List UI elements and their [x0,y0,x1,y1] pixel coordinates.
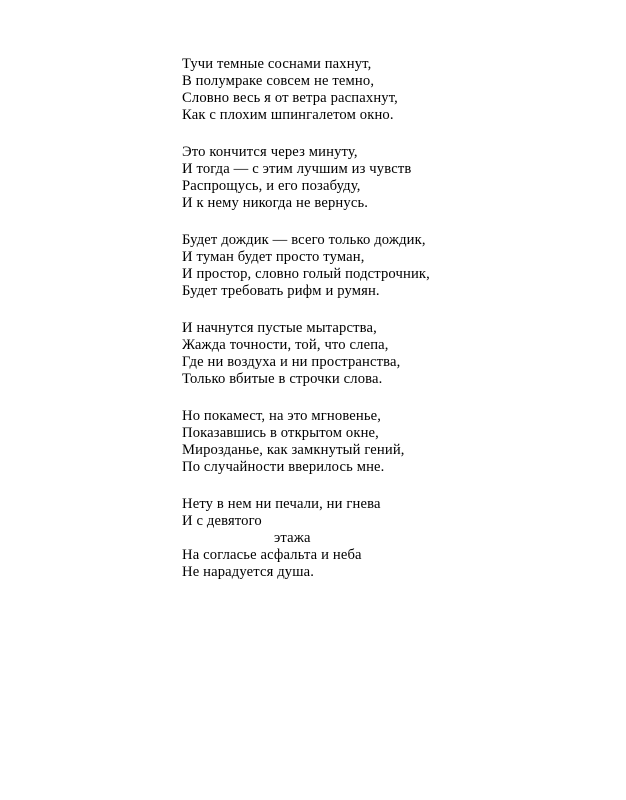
poem-line: И туман будет просто туман, [182,249,365,265]
stanza-6 [182,496,482,581]
poem-line-continuation: этажа [274,530,311,546]
poem-line: На согласье асфальта и неба [182,547,362,563]
poem [182,56,482,601]
stanza-4 [182,320,482,388]
stanza-5 [182,408,482,476]
poem-line: И тогда — с этим лучшим из чувств [182,161,412,177]
poem-line: Это кончится через минуту, [182,144,358,160]
poem-line: И к нему никогда не вернусь. [182,195,369,211]
poem-line: Как с плохим шпингалетом окно. [182,107,394,123]
poem-line: Жажда точности, той, что слепа, [182,337,389,353]
poem-line: И начнутся пустые мытарства, [182,320,377,336]
poem-line: Где ни воздуха и ни пространства, [182,354,401,370]
poem-line: Показавшись в открытом окне, [182,425,379,441]
poem-line: И простор, словно голый подстрочник, [182,266,430,282]
poem-line: Словно весь я от ветра распахнут, [182,90,398,106]
stanza-3 [182,232,482,300]
poem-line: Но покамест, на это мгновенье, [182,408,382,424]
poem-line: По случайности вверилось мне. [182,459,385,475]
poem-line: Не нарадуется душа. [182,564,315,580]
poem-line: Нету в нем ни печали, ни гнева [182,496,381,512]
poem-line: Только вбитые в строчки слова. [182,371,383,387]
poem-line: И с девятого [182,513,262,529]
poem-line: Будет требовать рифм и румян. [182,283,380,299]
stanza-2 [182,144,482,212]
stanza-1 [182,56,482,124]
poem-line: Будет дождик — всего только дождик, [182,232,426,248]
poem-line: Мирозданье, как замкнутый гений, [182,442,405,458]
poem-line: В полумраке совсем не темно, [182,73,375,89]
poem-line: Тучи темные соснами пахнут, [182,56,372,72]
poem-line: Распрощусь, и его позабуду, [182,178,361,194]
